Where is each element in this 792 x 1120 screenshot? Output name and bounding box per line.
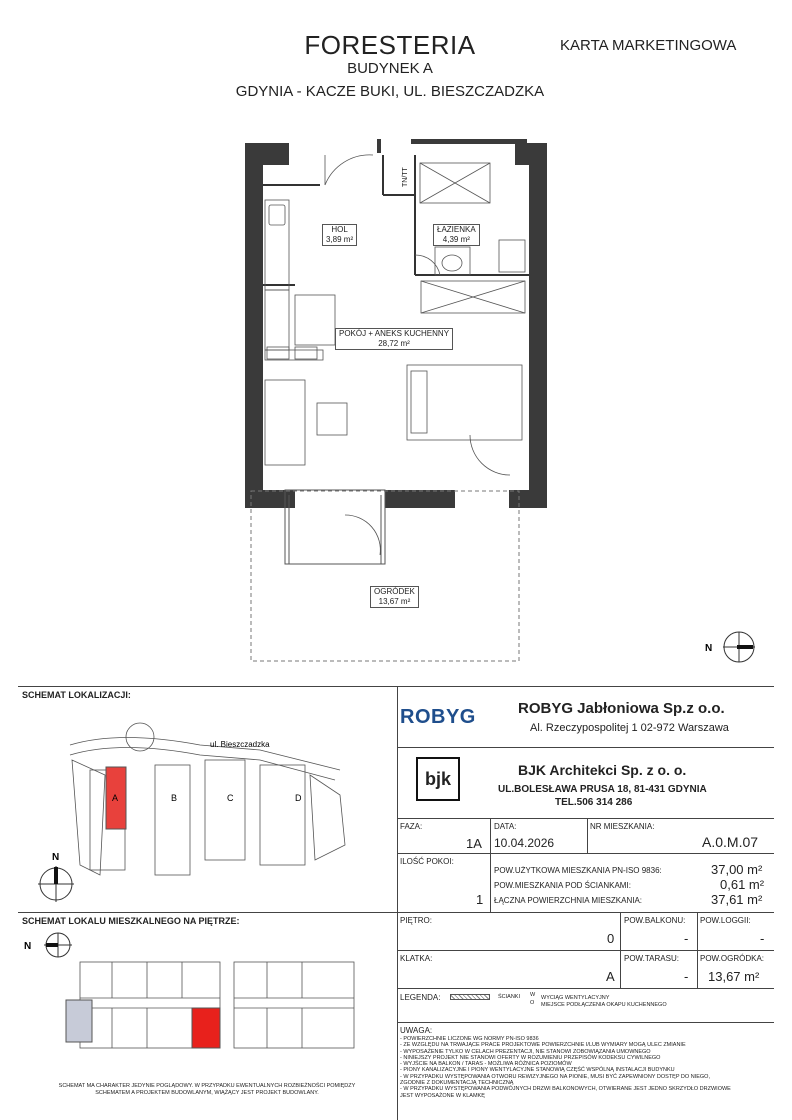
location-map xyxy=(60,715,350,895)
svg-text:N: N xyxy=(705,643,713,654)
legend-vent: WYCIĄG WENTYLACYJNY xyxy=(541,995,610,1001)
street-label: ul. Bieszczadzka xyxy=(210,740,270,749)
nr-value: A.0.M.07 xyxy=(702,834,759,850)
note-item: ZGODNIE Z DOKUMENTACJĄ TECHNICZNĄ xyxy=(400,1080,514,1087)
project-title: FORESTERIA xyxy=(304,30,476,60)
location-title: SCHEMAT LOKALIZACJI: xyxy=(22,690,131,700)
svg-text:N: N xyxy=(24,941,32,952)
note-item: - W PRZYPADKU WYSTĘPOWANIA PODWÓJNYCH DRZWI BALKONOWYCH, OTWIERANE JEST JEDNO SKRZYDŁO DRZWIOWE xyxy=(400,1086,731,1093)
room-pokoj: POKÓJ + ANEKS KUCHENNY 28,72 m² xyxy=(335,328,453,350)
ventilation-mark: TN/TT xyxy=(402,167,409,187)
pokoje-label: ILOŚĆ POKOI: xyxy=(400,857,454,866)
pokoje-value: 1 xyxy=(476,892,484,907)
card-type: KARTA MARKETINGOWA xyxy=(560,37,737,54)
pow-sciankami-value: 0,61 m² xyxy=(720,877,765,892)
note-item: - WYJŚCIE NA BALKON / TARAS - MOŻLIWA RÓŻNICA POZIOMÓW xyxy=(400,1061,572,1068)
balkon-value: - xyxy=(684,931,689,946)
building-c-label: C xyxy=(227,793,234,803)
floor-scheme-title: SCHEMAT LOKALU MIESZKALNEGO NA PIĘTRZE: xyxy=(22,916,240,926)
taras-value: - xyxy=(684,969,689,984)
nr-label: NR MIESZKANIA: xyxy=(590,822,655,831)
loggia-value: - xyxy=(760,931,765,946)
company-name: ROBYG Jabłoniowa Sp.z o.o. xyxy=(518,700,725,717)
company-address: Al. Rzeczypospolitej 1 02-972 Warszawa xyxy=(530,722,729,734)
pow-uzytkowa-value: 37,00 m² xyxy=(711,862,763,877)
ogrodek-value: 13,67 m² xyxy=(708,969,760,984)
compass-icon-location xyxy=(34,850,78,906)
building-a-label: A xyxy=(112,793,119,803)
klatka-value: A xyxy=(606,969,615,984)
data-label: DATA: xyxy=(494,822,517,831)
floor-scheme-map xyxy=(62,960,358,1050)
note-item: - ZE WZGLĘDU NA TRWAJĄCE PRACE PROJEKTOWE POWIERZCHNIE I/LUB WYMIARY MOGĄ ULEC ZMIANIE xyxy=(400,1042,686,1049)
legend-vent-mark: W xyxy=(530,992,536,998)
building-b-label: B xyxy=(171,793,178,803)
pow-uzytkowa-label: POW.UŻYTKOWA MIESZKANIA PN-ISO 9836: xyxy=(494,866,662,875)
compass-icon-floor xyxy=(24,930,76,960)
floor-disclaimer: SCHEMAT MA CHARAKTER JEDYNIE POGLĄDOWY. W PRZYPADKU EWENTUALNYCH ROZBIEŻNOŚCI POMIĘDZY SCHEMATEM A PROJEKTEM BUDOWLANYM, WIĄŻĄCY JEST PROJEKT BUDOWLANY. xyxy=(58,1083,356,1096)
note-item: - PIONY KANALIZACYJNE I PIONY WENTYLACYJNE STANOWIĄ CZĘŚĆ WSPÓLNĄ INSTALACJI BUDYNKU xyxy=(400,1067,675,1074)
legend-label: LEGENDA: xyxy=(400,993,441,1002)
loggia-label: POW.LOGGII: xyxy=(700,916,751,925)
faza-value: 1A xyxy=(466,836,482,851)
legend-kitchen: MIEJSCE PODŁĄCZENIA OKAPU KUCHENNEGO xyxy=(541,1002,667,1008)
building-name: BUDYNEK A xyxy=(347,60,433,77)
architect-address: UL.BOLESŁAWA PRUSA 18, 81-431 GDYNIA xyxy=(498,784,707,795)
notes-list xyxy=(400,1036,772,1099)
walls-hatch-icon xyxy=(450,994,490,1000)
pietro-value: 0 xyxy=(607,931,615,946)
pow-sciankami-label: POW.MIESZKANIA POD ŚCIANKAMI: xyxy=(494,881,631,890)
note-item: JEST WYPOSAŻONE W KLAMKĘ xyxy=(400,1092,485,1099)
architect-phone: TEL.506 314 286 xyxy=(555,797,633,808)
pietro-label: PIĘTRO: xyxy=(400,916,433,925)
room-hol: HOL 3,89 m² xyxy=(322,224,357,246)
ogrodek-label: POW.OGRÓDKA: xyxy=(700,954,765,963)
note-item: - WYPOSAŻENIE TYLKO W CELACH PREZENTACJI, NIE STANOWI ZOBOWIĄZANIA UMOWNEGO xyxy=(400,1048,651,1055)
note-item: - NINIEJSZY PROJEKT NIE STANOWI OFERTY W ROZUMIENIU PRZEPISÓW KODEKSU CYWILNEGO xyxy=(400,1054,661,1061)
klatka-label: KLATKA: xyxy=(400,954,433,963)
legend-kitchen-mark: O xyxy=(530,1000,535,1006)
compass-icon xyxy=(705,628,761,666)
room-lazienka: ŁAZIENKA 4,39 m² xyxy=(433,224,480,246)
pow-laczna-value: 37,61 m² xyxy=(711,892,763,907)
data-value: 10.04.2026 xyxy=(494,836,555,850)
taras-label: POW.TARASU: xyxy=(624,954,679,963)
faza-label: FAZA: xyxy=(400,822,423,831)
room-ogrodek: OGRÓDEK 13,67 m² xyxy=(370,586,419,608)
note-item: - POWIERZCHNIE LICZONE WG NORMY PN-ISO 9836 xyxy=(400,1036,539,1042)
robyg-logo: ROBYG xyxy=(400,706,476,728)
notes-label: UWAGA: xyxy=(400,1026,433,1035)
project-address: GDYNIA - KACZE BUKI, UL. BIESZCZADZKA xyxy=(235,83,545,100)
note-item: - W PRZYPADKU WYSTĘPOWANIA OTWORU REWIZYJNEGO NA PIONIE, MUSI BYĆ ZAPEWNIONY DOSTĘP DO NIEGO, xyxy=(400,1073,710,1080)
legend-walls: ŚCIANKI xyxy=(498,994,521,1000)
svg-text:N: N xyxy=(52,852,60,863)
pow-laczna-label: ŁĄCZNA POWIERZCHNIA MIESZKANIA: xyxy=(494,896,643,905)
building-d-label: D xyxy=(295,793,302,803)
bjk-logo: bjk xyxy=(416,757,460,801)
architect-name: BJK Architekci Sp. z o. o. xyxy=(518,762,687,778)
balkon-label: POW.BALKONU: xyxy=(624,916,686,925)
